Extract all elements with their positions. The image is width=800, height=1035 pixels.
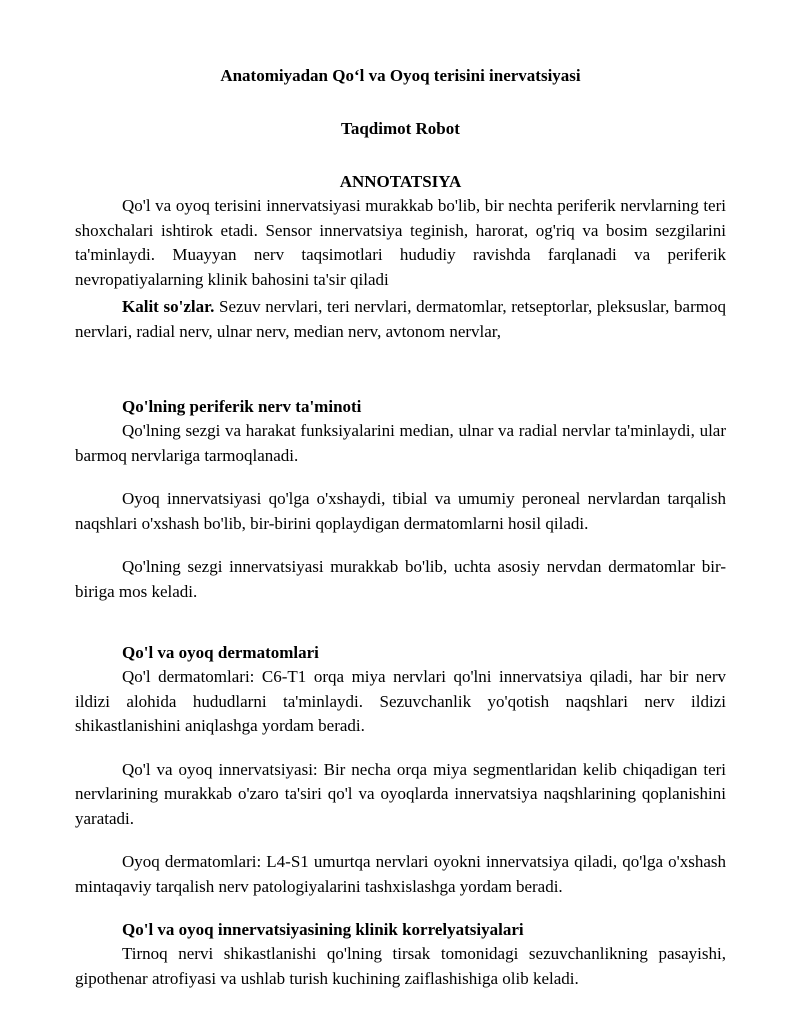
keywords-label: Kalit so'zlar. xyxy=(122,297,215,316)
section-heading: Qo'lning periferik nerv ta'minoti xyxy=(122,397,362,416)
annotation-heading: ANNOTATSIYA xyxy=(339,172,462,191)
document-page xyxy=(75,64,726,991)
document-title: Anatomiyadan Qo‘l va Oyoq terisini inervatsiyasi xyxy=(220,66,581,85)
annotation-paragraph: Qo'l va oyoq terisini innervatsiyasi murakkab bo'lib, bir nechta periferik nervlarning teri shoxchalari ishtirok etadi. Sensor innervatsiya teginish, harorat, og'riq va bosim sezgilarini ta'minlaydi. Muayyan nerv taqsimotlari hududiy ravishda farqlanadi va periferik nevropatiyalarning klinik bahosini ta'sir qiladi xyxy=(75,196,726,289)
section-paragraph: Tirnoq nervi shikastlanishi qo'lning tirsak tomonidagi sezuvchanlikning pasayishi, gipothenar atrofiyasi va ushlab turish kuchining zaiflashishiga olib keladi. xyxy=(75,944,726,988)
section-paragraph: Qo'l dermatomlari: C6-T1 orqa miya nervlari qo'lni innervatsiya qiladi, har bir nerv ildizi alohida hududlarni ta'minlaydi. Sezuvchanlik yo'qotish naqshlari nerv ildizi shikastlanishini aniqlashga yordam beradi. xyxy=(75,667,726,735)
document-author: Taqdimot Robot xyxy=(341,119,460,138)
section-heading: Qo'l va oyoq innervatsiyasining klinik korrelyatsiyalari xyxy=(122,920,524,939)
keywords-text: Sezuv nervlari, teri nervlari, dermatomlar, retseptorlar, pleksuslar, barmoq nervlari, radial nerv, ulnar nerv, median nerv, avtonom nervlar, xyxy=(75,297,726,341)
section-paragraph: Qo'lning sezgi innervatsiyasi murakkab bo'lib, uchta asosiy nervdan dermatomlar bir-biriga mos keladi. xyxy=(75,557,726,601)
section-heading: Qo'l va oyoq dermatomlari xyxy=(122,643,319,662)
section-paragraph: Qo'lning sezgi va harakat funksiyalarini median, ulnar va radial nervlar ta'minlaydi, ular barmoq nervlariga tarmoqlanadi. xyxy=(75,421,726,465)
section-paragraph: Oyoq dermatomlari: L4-S1 umurtqa nervlari oyokni innervatsiya qiladi, qo'lga o'xshash mintaqaviy tarqalish nerv patologiyalarini tashxislashga yordam beradi. xyxy=(75,852,726,896)
keywords-paragraph xyxy=(75,295,726,344)
section-paragraph: Qo'l va oyoq innervatsiyasi: Bir necha orqa miya segmentlaridan kelib chiqadigan teri nervlarining murakkab o'zaro ta'siri qo'l va oyoqlarda innervatsiya naqshlarining qoplanishini yaratadi. xyxy=(75,759,726,828)
section-paragraph: Oyoq innervatsiyasi qo'lga o'xshaydi, tibial va umumiy peroneal nervlardan tarqalish naqshlari o'xshash bo'lib, bir-birini qoplaydigan dermatomlarni hosil qiladi. xyxy=(75,489,726,533)
